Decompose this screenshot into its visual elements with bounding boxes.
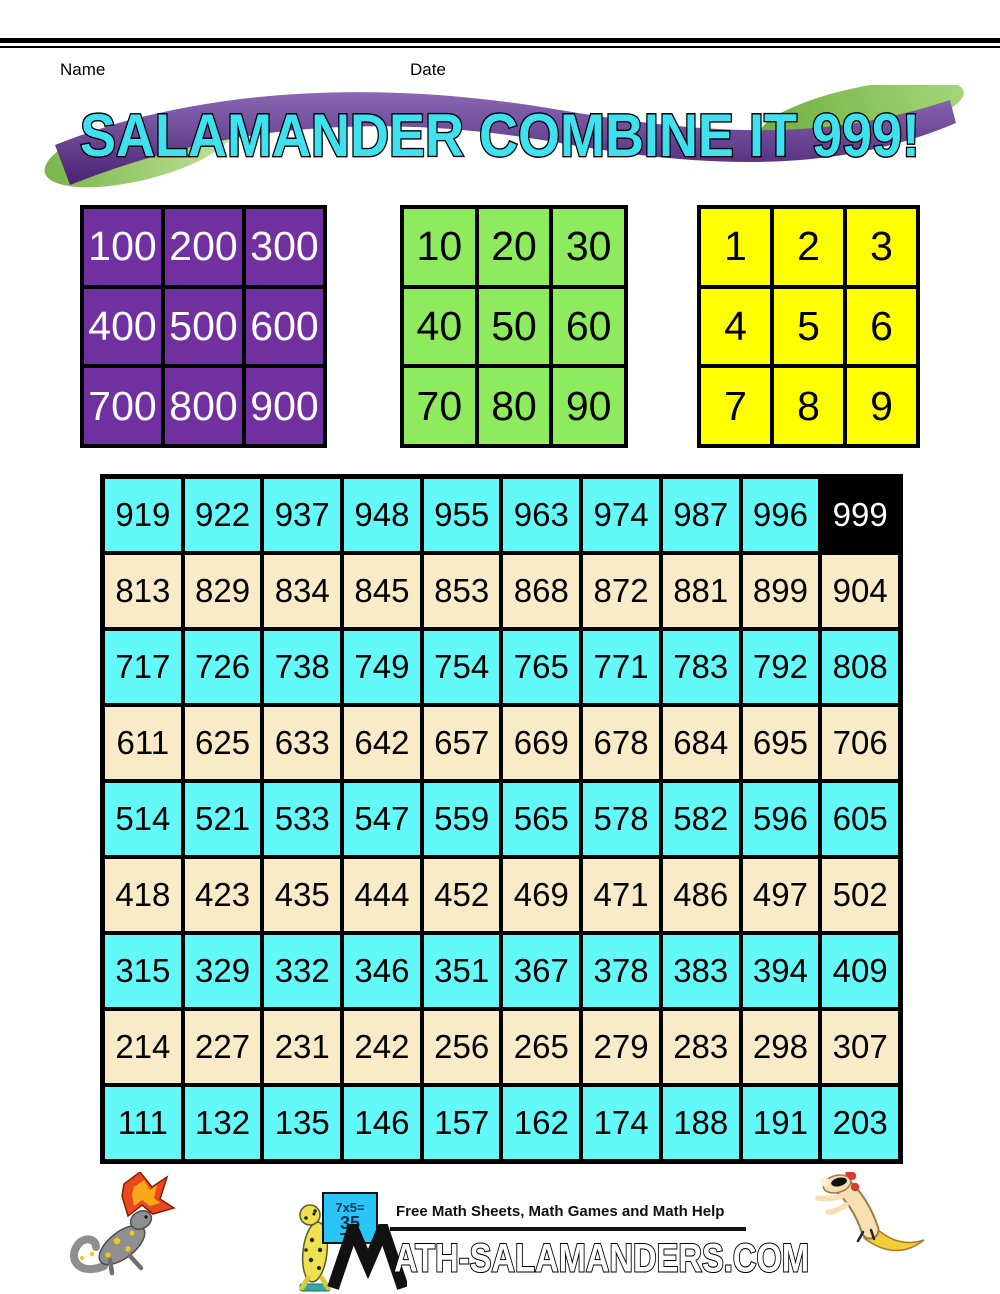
number-cell-351: 351 bbox=[422, 933, 502, 1009]
number-cell-669: 669 bbox=[501, 705, 581, 781]
number-grid bbox=[100, 474, 903, 1164]
number-cell-497: 497 bbox=[741, 857, 821, 933]
number-cell-853: 853 bbox=[422, 553, 502, 629]
sign-answer: 35 bbox=[339, 1213, 361, 1233]
worksheet-title: SALAMANDER COMBINE IT 999! bbox=[79, 102, 921, 170]
number-cell-256: 256 bbox=[422, 1009, 502, 1085]
number-cell-845: 845 bbox=[342, 553, 422, 629]
hundreds-cell-900: 900 bbox=[244, 366, 325, 446]
number-cell-695: 695 bbox=[741, 705, 821, 781]
top-rule-thick bbox=[0, 38, 1000, 43]
date-label: Date bbox=[410, 60, 446, 79]
number-cell-188: 188 bbox=[661, 1085, 741, 1161]
ones-cell-3: 3 bbox=[845, 207, 918, 287]
number-cell-533: 533 bbox=[262, 781, 342, 857]
number-cell-754: 754 bbox=[422, 629, 502, 705]
number-cell-808: 808 bbox=[820, 629, 900, 705]
number-cell-227: 227 bbox=[183, 1009, 263, 1085]
number-cell-657: 657 bbox=[422, 705, 502, 781]
number-cell-486: 486 bbox=[661, 857, 741, 933]
number-cell-899: 899 bbox=[741, 553, 821, 629]
number-cell-642: 642 bbox=[342, 705, 422, 781]
number-cell-394: 394 bbox=[741, 933, 821, 1009]
hundreds-grid bbox=[80, 205, 327, 448]
hundreds-cell-200: 200 bbox=[163, 207, 244, 287]
number-cell-605: 605 bbox=[820, 781, 900, 857]
hundreds-cell-600: 600 bbox=[244, 287, 325, 367]
number-cell-409: 409 bbox=[820, 933, 900, 1009]
number-cell-265: 265 bbox=[501, 1009, 581, 1085]
number-cell-162: 162 bbox=[501, 1085, 581, 1161]
number-cell-955: 955 bbox=[422, 477, 502, 553]
number-cell-471: 471 bbox=[581, 857, 661, 933]
number-cell-813: 813 bbox=[103, 553, 183, 629]
number-cell-135: 135 bbox=[262, 1085, 342, 1161]
number-cell-502: 502 bbox=[820, 857, 900, 933]
number-cell-307: 307 bbox=[820, 1009, 900, 1085]
tens-cell-70: 70 bbox=[402, 366, 477, 446]
ones-cell-9: 9 bbox=[845, 366, 918, 446]
axolotl-gill-bottom bbox=[851, 1183, 859, 1191]
number-cell-999: 999 bbox=[820, 477, 900, 553]
number-cell-332: 332 bbox=[262, 933, 342, 1009]
ones-cell-2: 2 bbox=[772, 207, 845, 287]
number-cell-111: 111 bbox=[103, 1085, 183, 1161]
number-cell-868: 868 bbox=[501, 553, 581, 629]
number-cell-174: 174 bbox=[581, 1085, 661, 1161]
number-cell-738: 738 bbox=[262, 629, 342, 705]
number-cell-329: 329 bbox=[183, 933, 263, 1009]
number-cell-922: 922 bbox=[183, 477, 263, 553]
axolotl-salamander-image bbox=[806, 1172, 930, 1272]
hundreds-cell-800: 800 bbox=[163, 366, 244, 446]
number-cell-418: 418 bbox=[103, 857, 183, 933]
number-cell-315: 315 bbox=[103, 933, 183, 1009]
ones-cell-1: 1 bbox=[699, 207, 772, 287]
ones-cell-4: 4 bbox=[699, 287, 772, 367]
number-cell-684: 684 bbox=[661, 705, 741, 781]
tens-cell-30: 30 bbox=[551, 207, 626, 287]
number-cell-633: 633 bbox=[262, 705, 342, 781]
number-cell-771: 771 bbox=[581, 629, 661, 705]
number-cell-996: 996 bbox=[741, 477, 821, 553]
number-cell-283: 283 bbox=[661, 1009, 741, 1085]
number-cell-565: 565 bbox=[501, 781, 581, 857]
number-cell-792: 792 bbox=[741, 629, 821, 705]
ones-cell-5: 5 bbox=[772, 287, 845, 367]
number-cell-452: 452 bbox=[422, 857, 502, 933]
number-cell-378: 378 bbox=[581, 933, 661, 1009]
number-cell-203: 203 bbox=[820, 1085, 900, 1161]
tens-cell-80: 80 bbox=[477, 366, 552, 446]
number-cell-706: 706 bbox=[820, 705, 900, 781]
hundreds-cell-300: 300 bbox=[244, 207, 325, 287]
ones-cell-6: 6 bbox=[845, 287, 918, 367]
number-cell-559: 559 bbox=[422, 781, 502, 857]
tens-cell-40: 40 bbox=[402, 287, 477, 367]
number-cell-726: 726 bbox=[183, 629, 263, 705]
number-cell-157: 157 bbox=[422, 1085, 502, 1161]
hundreds-cell-500: 500 bbox=[163, 287, 244, 367]
tens-grid bbox=[400, 205, 628, 448]
number-cell-678: 678 bbox=[581, 705, 661, 781]
ones-grid bbox=[697, 205, 920, 448]
number-cell-298: 298 bbox=[741, 1009, 821, 1085]
number-cell-749: 749 bbox=[342, 629, 422, 705]
number-cell-521: 521 bbox=[183, 781, 263, 857]
hundreds-cell-400: 400 bbox=[82, 287, 163, 367]
number-cell-783: 783 bbox=[661, 629, 741, 705]
site-name-text: ATH-SALAMANDERS.COM bbox=[394, 1237, 810, 1282]
number-cell-904: 904 bbox=[820, 553, 900, 629]
tens-cell-90: 90 bbox=[551, 366, 626, 446]
tens-cell-20: 20 bbox=[477, 207, 552, 287]
sign-equation: 7x5= bbox=[335, 1200, 365, 1215]
number-cell-582: 582 bbox=[661, 781, 741, 857]
number-cell-834: 834 bbox=[262, 553, 342, 629]
salamander-eye bbox=[144, 1215, 147, 1218]
number-cell-974: 974 bbox=[581, 477, 661, 553]
number-cell-765: 765 bbox=[501, 629, 581, 705]
number-cell-987: 987 bbox=[661, 477, 741, 553]
logo-salamander-head bbox=[300, 1205, 320, 1225]
logo-salamander-eye bbox=[313, 1213, 316, 1216]
number-cell-625: 625 bbox=[183, 705, 263, 781]
number-cell-717: 717 bbox=[103, 629, 183, 705]
number-cell-578: 578 bbox=[581, 781, 661, 857]
number-cell-937: 937 bbox=[262, 477, 342, 553]
number-cell-919: 919 bbox=[103, 477, 183, 553]
juggling-salamander-image bbox=[62, 1172, 180, 1294]
top-rule-thin bbox=[0, 46, 1000, 48]
number-cell-242: 242 bbox=[342, 1009, 422, 1085]
number-cell-346: 346 bbox=[342, 933, 422, 1009]
number-cell-547: 547 bbox=[342, 781, 422, 857]
number-cell-596: 596 bbox=[741, 781, 821, 857]
number-cell-423: 423 bbox=[183, 857, 263, 933]
tens-cell-60: 60 bbox=[551, 287, 626, 367]
number-cell-132: 132 bbox=[183, 1085, 263, 1161]
ones-cell-8: 8 bbox=[772, 366, 845, 446]
tens-cell-10: 10 bbox=[402, 207, 477, 287]
name-label: Name bbox=[60, 60, 106, 79]
number-cell-881: 881 bbox=[661, 553, 741, 629]
number-cell-231: 231 bbox=[262, 1009, 342, 1085]
number-cell-279: 279 bbox=[581, 1009, 661, 1085]
number-cell-444: 444 bbox=[342, 857, 422, 933]
number-cell-191: 191 bbox=[741, 1085, 821, 1161]
hundreds-cell-100: 100 bbox=[82, 207, 163, 287]
logo-divider-line bbox=[390, 1227, 746, 1231]
ones-cell-7: 7 bbox=[699, 366, 772, 446]
number-cell-611: 611 bbox=[103, 705, 183, 781]
tens-cell-50: 50 bbox=[477, 287, 552, 367]
logo-m-stroke bbox=[333, 1229, 403, 1288]
number-cell-963: 963 bbox=[501, 477, 581, 553]
number-cell-469: 469 bbox=[501, 857, 581, 933]
number-cell-829: 829 bbox=[183, 553, 263, 629]
footer-tagline: Free Math Sheets, Math Games and Math Help bbox=[396, 1203, 725, 1220]
number-cell-872: 872 bbox=[581, 553, 661, 629]
number-cell-948: 948 bbox=[342, 477, 422, 553]
number-cell-146: 146 bbox=[342, 1085, 422, 1161]
number-cell-383: 383 bbox=[661, 933, 741, 1009]
number-cell-367: 367 bbox=[501, 933, 581, 1009]
number-cell-514: 514 bbox=[103, 781, 183, 857]
hundreds-cell-700: 700 bbox=[82, 366, 163, 446]
number-cell-214: 214 bbox=[103, 1009, 183, 1085]
number-cell-435: 435 bbox=[262, 857, 342, 933]
